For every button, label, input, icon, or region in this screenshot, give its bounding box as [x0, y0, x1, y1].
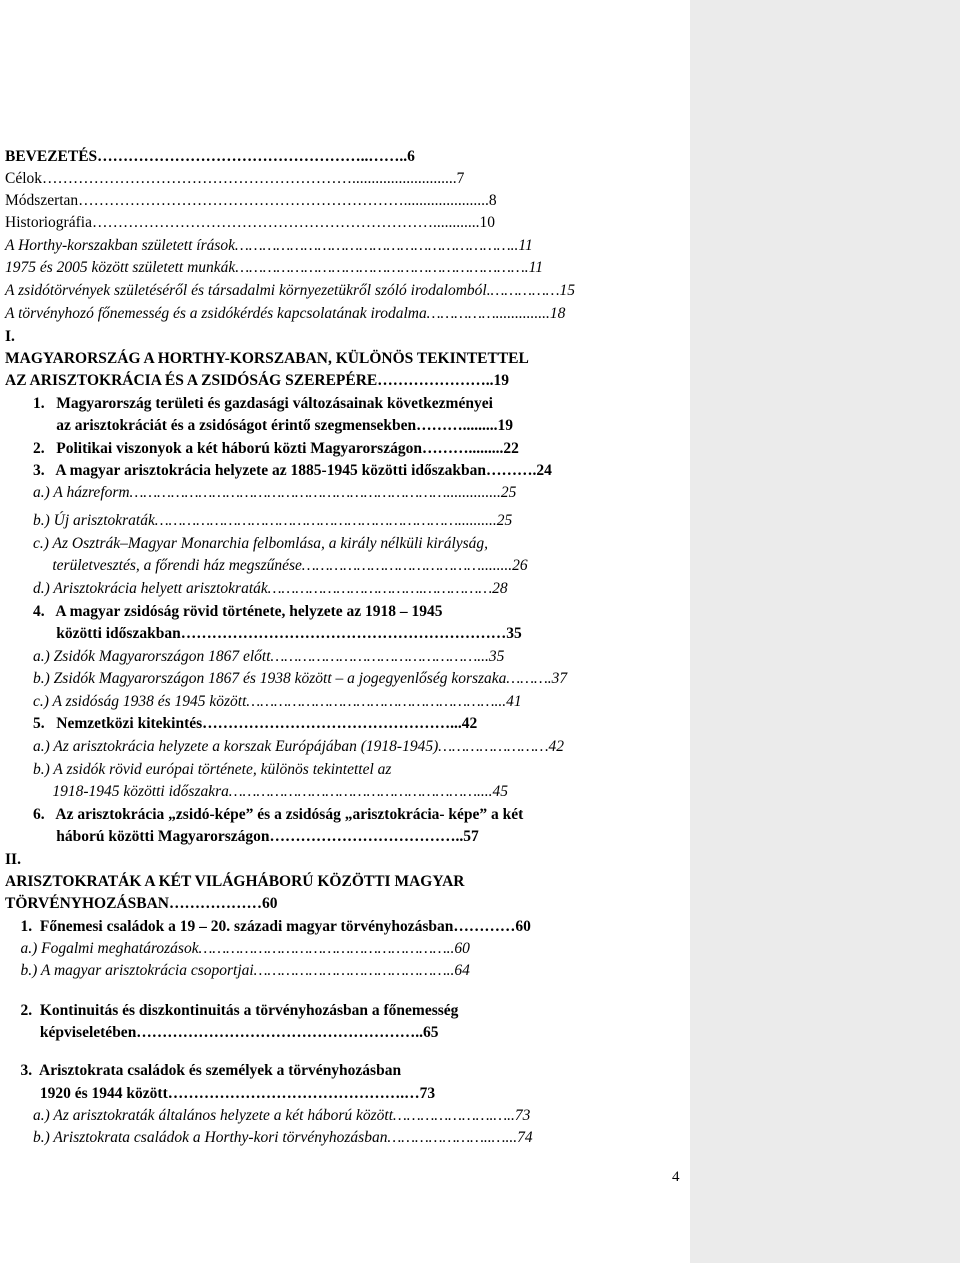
toc-line: 1975 és 2005 között született munkák……………………………………………………….11: [5, 259, 543, 276]
toc-line: Célok……………………………………………………...........................7: [5, 170, 465, 187]
toc-line: A Horthy-korszakban született írások……………………………………………………..11: [5, 237, 533, 254]
toc-line: d.) Arisztokrácia helyett arisztokraták…………………………….……………28: [33, 580, 508, 597]
toc-line: a.) Zsidók Magyarországon 1867 előtt………………………………………...35: [33, 648, 505, 665]
toc-line: a.) A házreform……………………………………………………………..............25: [33, 484, 517, 501]
toc-line: 1918-1945 közötti időszakra………………………………………………....45: [33, 783, 508, 800]
toc-line: Módszertan………………………………………………………......................8: [5, 192, 497, 209]
toc-line: 6. Az arisztokrácia „zsidó-képe” és a zsidóság „arisztokrácia- képe” a két: [33, 806, 524, 823]
section-title: MAGYARORSZÁG A HORTHY-KORSZABAN, KÜLÖNÖS TEKINTETTEL: [5, 350, 529, 367]
toc-line: területvesztés, a főrendi ház megszűnése…………………………………........26: [33, 557, 528, 574]
section-title: AZ ARISZTOKRÁCIA ÉS A ZSIDÓSÁG SZEREPÉRE…………………..19: [5, 372, 510, 389]
section-number: I.: [5, 328, 15, 345]
toc-line: b.) A zsidók rövid európai története, különös tekintettel az: [33, 761, 392, 778]
toc-line: 1. Főnemesi családok a 19 – 20. századi magyar törvényhozásban…………60: [5, 918, 531, 935]
sidebar-panel: [690, 0, 960, 1263]
toc-line: a.) Fogalmi meghatározások………………………………………………..60: [5, 940, 470, 957]
toc-line: A törvényhozó főnemesség és a zsidókérdés kapcsolatának irodalma……………..............18: [5, 305, 566, 322]
toc-line: 3. Arisztokrata családok és személyek a törvényhozásban: [5, 1062, 402, 1079]
toc-line: az arisztokráciát és a zsidóságot érintő szegmensekben……….........19: [33, 417, 514, 434]
toc-line: b.) Arisztokrata családok a Horthy-kori törvényhozásban…………………..…...74: [33, 1129, 533, 1146]
toc-line: 4. A magyar zsidóság rövid története, helyzete az 1918 – 1945: [33, 603, 443, 620]
section-number: II.: [5, 851, 21, 868]
section-title: ARISZTOKRATÁK A KÉT VILÁGHÁBORÚ KÖZÖTTI MAGYAR: [5, 873, 465, 890]
toc-line: 2. Politikai viszonyok a két háború közti Magyarországon……….........22: [33, 440, 519, 457]
toc-line: c.) Az Osztrák–Magyar Monarchia felbomlása, a király nélküli királyság,: [33, 535, 489, 552]
toc-line: képviseletében………………………………………………..65: [5, 1024, 439, 1041]
toc-line: a.) Az arisztokraták általános helyzete a két háború között………………….…..73: [33, 1107, 531, 1124]
toc-line: Historiográfia…………………………………………………………............10: [5, 214, 495, 231]
toc-line: 2. Kontinuitás és diszkontinuitás a törvényhozásban a főnemesség: [5, 1002, 459, 1019]
toc-line: c.) A zsidóság 1938 és 1945 között………………………………………………...41: [33, 693, 522, 710]
toc-line: közötti időszakban………………………………………………………35: [33, 625, 522, 642]
toc-line: 3. A magyar arisztokrácia helyzete az 1885-1945 közötti időszakban……….24: [33, 462, 552, 479]
toc-line: b.) A magyar arisztokrácia csoportjai……………………………………..64: [5, 962, 470, 979]
toc-line: háború közötti Magyarországon………………………………..57: [33, 828, 479, 845]
toc-line: BEVEZETÉS……………………………………………..……..6: [5, 148, 415, 165]
toc-line: 1. Magyarország területi és gazdasági változásainak következményei: [33, 395, 493, 412]
toc-line: b.) Zsidók Magyarországon 1867 és 1938 között – a jogegyenlőség korszaka……….37: [33, 670, 568, 687]
toc-line: 1920 és 1944 között……………………………………….…73: [5, 1085, 436, 1102]
toc-line: a.) Az arisztokrácia helyzete a korszak Európájában (1918-1945)……………………42: [33, 738, 565, 755]
toc-line: 5. Nemzetközi kitekintés…………………………………………...42: [33, 715, 478, 732]
page-number: 4: [672, 1169, 680, 1185]
toc-line: b.) Új arisztokraták…………………………………………………………..........25: [33, 512, 513, 529]
toc-line: A zsidótörvények születéséről és társadalmi környezetükről szóló irodalomból.……………15: [5, 282, 576, 299]
section-title: TÖRVÉNYHOZÁSBAN………………60: [5, 895, 278, 912]
